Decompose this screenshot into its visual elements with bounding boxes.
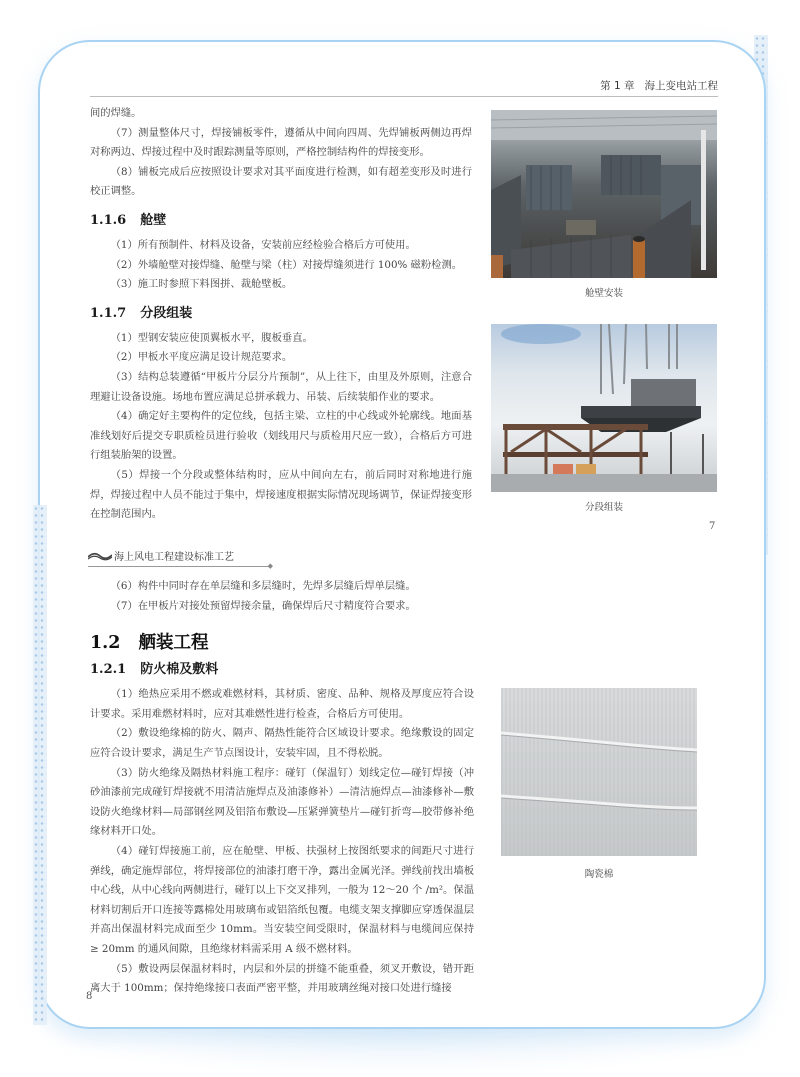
list-item: （5）敷设两层保温材料时，内层和外层的拼缝不能重叠，须叉开敷设，错开距离大于 100mm；保持绝缘接口表面严密平整，并用玻璃丝绳对接口处进行缝接 [90, 962, 474, 995]
list-item: （3）防火绝缘及隔热材料施工程序：碰钉（保温钉）划线定位—碰钉焊接（冲砂油漆前完成碰钉焊接就不用清洁施焊点及油漆修补）—清洁施焊点—油漆修补—敷设防火绝缘材料—局部钢丝网及铝箔布敷设—压紧弹簧垫片—碰钉折弯—胶带修补绝缘材料开口处。 [90, 766, 474, 838]
section-heading-1-1-6: 1.1.6 舱壁 [90, 212, 167, 228]
list-item: （2）外墙舱壁对接焊缝、舱壁与梁（柱）对接焊缝须进行 100% 磁粉检测。 [110, 258, 463, 271]
paragraph: （8）铺板完成后应按照设计要求对其平面度进行检测，如有超差变形及时进行校正调整。 [90, 165, 472, 198]
list-item: （4）确定好主要构件的定位线，包括主梁、立柱的中心线或外轮廓线。地面基准线划好后提交专职质检员进行验收（划线用尺与质检用尺应一致），合格后方可进行组装胎架的设置。 [90, 410, 472, 462]
list-item: （3）结构总装遵循“甲板片分层分片预制”，从上往下，由里及外原则，注意合理避让设备设施。场地布置应满足总拼承载力、吊装、后续装船作业的要求。 [90, 370, 472, 403]
list-item: （5）焊接一个分段或整体结构时，应从中间向左右，前后同时对称地进行施焊，焊接过程中人员不能过于集中，焊接速度根据实际情况现场调节，保证焊接变形在控制范围内。 [90, 468, 472, 521]
list-item: （1）绝热应采用不燃或难燃材料，其材质、密度、品种、规格及厚度应符合设计要求。采用难燃材料时，应对其难燃性进行检查，合格后方可使用。 [90, 688, 474, 720]
paragraph: 间的焊缝。 [90, 107, 142, 119]
bulkhead-photo-illustration [491, 110, 717, 278]
segment-assembly-photo [491, 324, 717, 492]
figure-caption: 陶瓷棉 [584, 869, 614, 880]
figure-ceramic-wool [501, 688, 697, 880]
paragraph: （7）测量整体尺寸，焊接铺板零件，遵循从中间向四周、先焊铺板两侧边再焊对称两边、焊接过程中及时跟踪测量等原则，严格控制结构件的焊接变形。 [90, 126, 472, 159]
page-number-8: 8 [86, 991, 93, 1002]
list-item: （2）甲板水平度应满足设计规范要求。 [110, 351, 293, 364]
list-item: （2）敷设绝缘棉的防火、隔声、隔热性能符合区域设计要求。绝缘敷设的固定应符合设计要求，满足生产节点图设计，安装牢固，且不得松脱。 [90, 727, 474, 759]
wave-logo-icon [88, 551, 112, 561]
top-page-text-column [90, 104, 472, 525]
decorative-dot-strip-left [33, 505, 47, 1025]
list-item: （1）型钢安装应使顶翼板水平，腹板垂直。 [110, 331, 313, 344]
list-item: （4）碰钉焊接施工前，应在舱壁、甲板、扶强材上按图纸要求的间距尺寸进行弹线，确定施焊部位，将焊接部位的油漆打磨干净，露出金属光泽。弹线前找出墙板中心线，从中心线向两侧进行，碰钉以上下交叉排列，一般为 12～20 个 /m²。保温材料切割后开口连接等露棉处用玻璃布或铝箔纸包覆。电缆支架支撑脚应穿透保温层并高出保温材料完成面至少 10mm。当安装空间受限时，保温材料与电缆间应保持≥ 20mm 的通风间隙，且绝缘材料需采用 A 级不燃材料。 [90, 844, 474, 955]
section-heading-1-2-1: 1.2.1 防火棉及敷料 [90, 662, 219, 678]
section-heading-1-2: 1.2 舾装工程 [90, 633, 209, 654]
running-head [90, 78, 718, 97]
diamond-ornament-icon: ◆ [267, 562, 273, 570]
page-number-7: 7 [709, 521, 716, 532]
segment-assembly-photo-illustration [491, 324, 717, 492]
bottom-page-text-column [90, 577, 474, 999]
list-item: （3）施工时参照下料图拼、裁舱壁板。 [110, 278, 293, 291]
figure-caption: 舱壁安装 [584, 288, 623, 299]
list-item: （1）所有预制件、材料及设备，安装前应经检验合格后方可使用。 [110, 238, 416, 251]
chapter-title: 海上变电站工程 [644, 80, 718, 92]
chapter-number: 第 1 章 [600, 80, 635, 92]
book-title: 海上风电工程建设标准工艺 [114, 552, 234, 563]
bulkhead-photo [491, 110, 717, 278]
ceramic-wool-photo [501, 688, 697, 856]
ceramic-wool-photo-illustration [501, 688, 697, 856]
list-item: （6）构件中同时存在单层缝和多层缝时，先焊多层缝后焊单层缝。 [110, 580, 416, 592]
figure-segment-assembly [491, 324, 717, 513]
book-running-head [88, 548, 273, 570]
figure-bulkhead-installation [491, 110, 717, 299]
figure-caption: 分段组装 [584, 502, 623, 513]
section-heading-1-1-7: 1.1.7 分段组装 [90, 305, 193, 321]
list-item: （7）在甲板片对接处预留焊接余量，确保焊后尺寸精度符合要求。 [110, 599, 416, 612]
